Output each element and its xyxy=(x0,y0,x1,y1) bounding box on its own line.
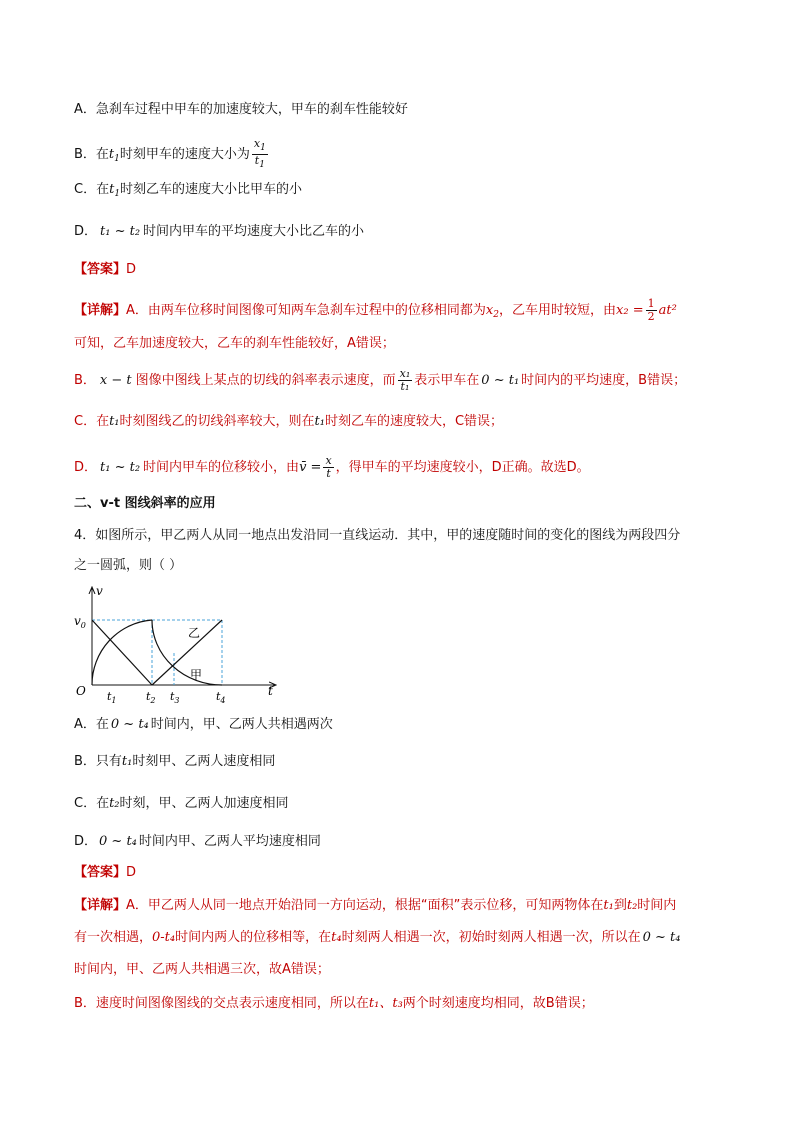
text: B．只有 xyxy=(74,754,122,769)
text: 时刻甲车的速度大小为 xyxy=(119,147,250,162)
var-t: t xyxy=(108,147,115,162)
detail-tag: 【详解】 xyxy=(74,898,127,913)
answer-tag: 【答案】 xyxy=(74,262,127,277)
text: D． xyxy=(74,834,98,849)
q3-option-a xyxy=(74,100,408,120)
text: 可知，乙车加速度较大，乙车的刹车性能较好，A错误； xyxy=(74,336,395,351)
text: 时刻图线乙的切线斜率较大，则在 xyxy=(119,414,315,429)
q4-detail-4 xyxy=(74,994,594,1014)
text: 有一次相遇， xyxy=(74,930,153,945)
v-axis-label: v xyxy=(96,584,103,598)
t2-label: $t_2$ xyxy=(146,690,156,705)
q4-option-c xyxy=(74,794,289,814)
text: B． xyxy=(74,373,96,388)
formula-right: at² xyxy=(658,303,677,318)
var-t1-t3: t₁、t₃ xyxy=(368,996,403,1011)
var-t: t xyxy=(109,182,115,197)
q4-option-b xyxy=(74,752,275,772)
sub: 2 xyxy=(493,310,499,320)
answer-tag: 【答案】 xyxy=(74,865,127,880)
q3-option-c xyxy=(74,180,302,204)
q3-detail-d xyxy=(74,455,590,480)
var-x: x xyxy=(485,303,494,318)
jia-label: 甲 xyxy=(190,668,203,682)
v0-label: $v_0$ xyxy=(74,614,86,630)
text: 表示甲车在 xyxy=(414,373,480,388)
text: 两个时刻速度均相同，故B错误； xyxy=(402,996,594,1011)
var-t2: t₂ xyxy=(626,898,638,913)
q4-stem-line2 xyxy=(74,556,182,576)
q4-option-a xyxy=(74,715,333,735)
q3-detail-a1 xyxy=(74,298,677,325)
text: 时间内甲车的平均速度大小比乙车的小 xyxy=(143,224,365,239)
text: 时间内甲、乙两人平均速度相同 xyxy=(138,834,321,849)
q4-answer xyxy=(74,863,136,883)
q3-detail-c xyxy=(74,412,503,432)
vbar: v̄ = xyxy=(299,460,322,475)
var-t2: t₂ xyxy=(109,796,120,811)
range: 0 ~ t₄ xyxy=(99,834,137,849)
text: A．在 xyxy=(74,717,109,732)
sub: 1 xyxy=(114,189,121,199)
yi-line-up xyxy=(152,620,222,685)
range: 0 ~ t₁ xyxy=(481,373,520,388)
text: 图像中图线上某点的切线的斜率表示速度，而 xyxy=(135,373,396,388)
t3-label: $t_3$ xyxy=(170,690,180,705)
q3-answer xyxy=(74,260,136,280)
formula-left: x₂ = xyxy=(616,303,644,318)
text: B．在 xyxy=(74,147,109,162)
text: 时间内两人的位移相等，在 xyxy=(175,930,332,945)
t1-label: $t_1$ xyxy=(107,690,117,705)
text: 时间内，甲、乙两人共相遇三次，故A错误； xyxy=(74,962,330,977)
range: 0-t₄ xyxy=(152,930,176,945)
var-t1: t₁ xyxy=(314,414,325,429)
q4-detail-3 xyxy=(74,960,330,980)
range: t₁ ~ t₂ xyxy=(100,224,141,239)
range: 0 ~ t₄ xyxy=(642,930,681,945)
q3-option-a-text: A．急刹车过程中甲车的加速度较大，甲车的刹车性能较好 xyxy=(74,102,408,117)
text: B．速度时间图像图线的交点表示速度相同，所以在 xyxy=(74,996,369,1011)
fraction-x1-t1: $\frac{\text{x₁}}{\text{t₁}}$ xyxy=(399,367,411,393)
text: C．在 xyxy=(74,796,110,811)
section-title xyxy=(74,494,216,514)
origin-label: O xyxy=(76,684,86,698)
range: 0 ~ t₄ xyxy=(110,717,149,732)
text: A．由两车位移时间图像可知两车急刹车过程中的位移相同都为 xyxy=(126,303,486,318)
section-title-text: 二、v-t 图线斜率的应用 xyxy=(74,496,216,511)
text: 时间内 xyxy=(637,898,677,913)
sub: 1 xyxy=(114,154,120,164)
text: ，得甲车的平均速度较小，D正确。故选D。 xyxy=(335,460,590,475)
q4-option-d xyxy=(74,832,321,852)
text: C．在 xyxy=(74,182,110,197)
text: 时间内甲车的位移较小，由 xyxy=(143,460,300,475)
q3-option-b xyxy=(74,138,270,171)
var-t1: t₁ xyxy=(603,898,614,913)
detail-tag: 【详解】 xyxy=(74,303,127,318)
dashed-guides xyxy=(92,620,222,685)
q4-detail-1 xyxy=(74,896,676,916)
q4-detail-2 xyxy=(74,928,680,948)
q3-detail-a2 xyxy=(74,334,395,354)
var-t4: t₄ xyxy=(331,930,342,945)
text: 之一圆弧，则（ ） xyxy=(74,558,183,573)
fraction-x1-t1: $\frac{x_1}{t_1}$ xyxy=(253,137,266,170)
text: 时刻乙车的速度较大，C错误； xyxy=(324,414,504,429)
text: 4．如图所示，甲乙两人从同一地点出发沿同一直线运动．其中，甲的速度随时间的变化的图线为两段四分 xyxy=(74,528,681,543)
text: C．在 xyxy=(74,414,110,429)
text: 时刻甲、乙两人速度相同 xyxy=(132,754,276,769)
q4-stem-line1 xyxy=(74,526,680,546)
text: 时间内，甲、乙两人共相遇两次 xyxy=(150,717,333,732)
q4-vt-graph xyxy=(70,583,285,708)
t-axis-label: t xyxy=(268,684,273,698)
text: 时刻乙车的速度大小比甲车的小 xyxy=(120,182,303,197)
text: ，乙车用时较短，由 xyxy=(499,303,617,318)
yi-label: 乙 xyxy=(188,626,201,640)
text: 时刻两人相遇一次，初始时刻两人相遇一次，所以在 xyxy=(341,930,641,945)
text: 到 xyxy=(613,898,627,913)
fraction-x-t: $\frac{x}{t}$ xyxy=(325,454,332,480)
fraction-half: $\frac{1}{2}$ xyxy=(647,297,655,323)
xt: x − t xyxy=(99,373,132,388)
t4-label: $t_4$ xyxy=(216,690,226,705)
q3-option-d xyxy=(74,222,364,242)
answer-value: D xyxy=(126,262,137,277)
var-t1: t₁ xyxy=(121,754,133,769)
range: t₁ ~ t₂ xyxy=(100,460,141,475)
var-t1: t₁ xyxy=(109,414,120,429)
text: D． xyxy=(74,224,98,239)
q3-detail-b xyxy=(74,368,686,393)
text: D． xyxy=(74,460,98,475)
text: A．甲乙两人从同一地点开始沿同一方向运动，根据“面积”表示位移，可知两物体在 xyxy=(126,898,604,913)
answer-value: D xyxy=(126,865,137,880)
text: 时间内的平均速度，B错误； xyxy=(521,373,687,388)
text: 时刻，甲、乙两人加速度相同 xyxy=(119,796,289,811)
